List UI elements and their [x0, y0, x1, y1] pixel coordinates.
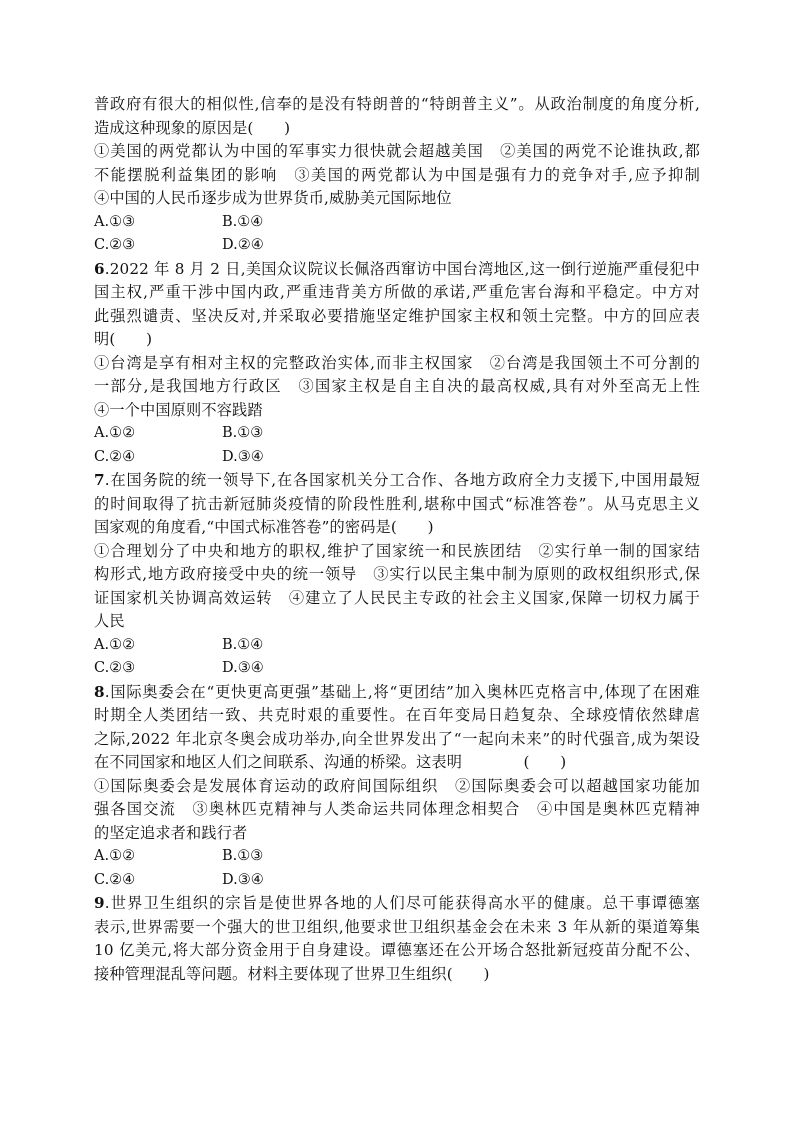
- option-a[interactable]: A.①②: [94, 425, 136, 441]
- question-stem-line: 在不同国家和地区人们之间联系、沟通的桥梁。这表明 ( ): [94, 753, 567, 771]
- option-c[interactable]: C.②③: [94, 237, 136, 253]
- option-d[interactable]: D.③④: [222, 660, 264, 676]
- statement-line: 一部分,是我国地方行政区 ③国家主权是自主自决的最高权威,具有对外至高无上性: [94, 377, 700, 395]
- statement-line: 强各国交流 ③奥林匹克精神与人类命运共同体理念相契合 ④中国是奥林匹克精神: [94, 800, 700, 818]
- option-a[interactable]: A.①③: [94, 213, 136, 230]
- option-c[interactable]: C.②④: [94, 871, 136, 888]
- statement-line: ①台湾是享有相对主权的完整政治实体,而非主权国家 ②台湾是我国领土不可分割的: [94, 353, 700, 372]
- question-stem-line: 表示,世界需要一个强大的世卫组织,他要求世卫组织基金会在未来 3 年从新的渠道筹集: [94, 917, 700, 936]
- options-row: [94, 211, 700, 235]
- option-b[interactable]: B.①④: [222, 213, 264, 230]
- question-9: [94, 892, 700, 986]
- option-c[interactable]: C.②④: [94, 448, 136, 465]
- question-stem-line: 8.国际奥委会在“更快更高更强”基础上,将“更团结”加入奥林匹克格言中,体现了在困难: [94, 682, 700, 701]
- options-row: [94, 869, 700, 893]
- option-d[interactable]: D.③④: [222, 448, 264, 465]
- question-stem-line: 此强烈谴责、坚决反对,并采取必要措施坚定维护国家主权和领土完整。中方的回应表: [94, 306, 700, 325]
- options-row: [94, 634, 700, 658]
- option-a[interactable]: A.①②: [94, 848, 136, 864]
- question-5: [94, 93, 700, 258]
- question-number: 7: [94, 471, 105, 489]
- statement-line: ④一个中国原则不容践踏: [94, 400, 263, 419]
- question-stem-line: 普政府有很大的相似性,信奉的是没有特朗普的“特朗普主义”。从政治制度的角度分析,: [94, 95, 700, 113]
- question-6: [94, 258, 700, 470]
- question-7: [94, 469, 700, 681]
- statement-line: ①合理划分了中央和地方的职权,维护了国家统一和民族团结 ②实行单一制的国家结: [94, 541, 700, 560]
- options-row: [94, 422, 700, 446]
- question-number: 6: [94, 259, 105, 278]
- options-row: [94, 845, 700, 869]
- option-a[interactable]: A.①②: [94, 636, 136, 653]
- question-stem-line: 9.世界卫生组织的宗旨是使世界各地的人们尽可能获得高水平的健康。总干事谭德塞: [94, 894, 700, 912]
- options-row: [94, 234, 700, 258]
- question-stem-line: 国主权,严重干涉中国内政,严重违背美方所做的承诺,严重危害台海和平稳定。中方对: [94, 283, 700, 301]
- statement-line: ①美国的两党都认为中国的军事实力很快就会超越美国 ②美国的两党不论谁执政,都: [94, 142, 700, 160]
- exam-page: [94, 93, 700, 986]
- statement-line: 人民: [94, 612, 125, 630]
- option-b[interactable]: B.①③: [222, 425, 264, 441]
- statement-line: 的坚定追求者和践行者: [94, 823, 248, 842]
- options-row: [94, 446, 700, 470]
- option-b[interactable]: B.①③: [222, 848, 264, 864]
- question-stem-line: 时期全人类团结一致、共克时艰的重要性。在百年变局日趋复杂、全球疫情依然肆虐: [94, 706, 700, 724]
- question-number: 9: [94, 894, 105, 912]
- question-stem-line: 国家观的角度看,“中国式标准答卷”的密码是( ): [94, 518, 434, 536]
- question-stem-line: 明( ): [94, 330, 153, 348]
- statement-line: ④中国的人民币逐步成为世界货币,威胁美元国际地位: [94, 189, 452, 207]
- question-stem-line: 造成这种现象的原因是( ): [94, 118, 291, 137]
- question-number: 8: [94, 682, 105, 701]
- question-stem-line: 接种管理混乱等问题。材料主要体现了世界卫生组织( ): [94, 964, 490, 983]
- statement-line: 不能摆脱利益集团的影响 ③美国的两党都认为中国是强有力的竞争对手,应予抑制: [94, 165, 700, 184]
- question-stem-line: 7.在国务院的统一领导下,在各国家机关分工合作、各地方政府全力支援下,中国用最短: [94, 471, 700, 489]
- question-stem-line: 的时间取得了抗击新冠肺炎疫情的阶段性胜利,堪称中国式“标准答卷”。从马克思主义: [94, 494, 700, 513]
- option-b[interactable]: B.①④: [222, 636, 264, 653]
- question-stem-line: 之际,2022 年北京冬奥会成功举办,向全世界发出了“一起向未来”的时代强音,成为架设: [94, 729, 700, 748]
- question-stem-line: 6.2022 年 8 月 2 日,美国众议院议长佩洛西窜访中国台湾地区,这一倒行逆施严重侵犯中: [94, 259, 700, 278]
- option-d[interactable]: D.③④: [222, 871, 264, 888]
- option-c[interactable]: C.②③: [94, 660, 136, 676]
- statement-line: 构形式,地方政府接受中央的统一领导 ③实行以民主集中制为原则的政权组织形式,保: [94, 565, 700, 583]
- option-d[interactable]: D.②④: [222, 237, 264, 253]
- options-row: [94, 657, 700, 681]
- statement-line: 证国家机关协调高效运转 ④建立了人民民主专政的社会主义国家,保障一切权力属于: [94, 588, 700, 607]
- question-8: [94, 681, 700, 893]
- question-stem-line: 10 亿美元,将大部分资金用于自身建设。谭德塞还在公开场合怒批新冠疫苗分配不公、: [94, 941, 700, 959]
- statement-line: ①国际奥委会是发展体育运动的政府间国际组织 ②国际奥委会可以超越国家功能加: [94, 776, 700, 795]
